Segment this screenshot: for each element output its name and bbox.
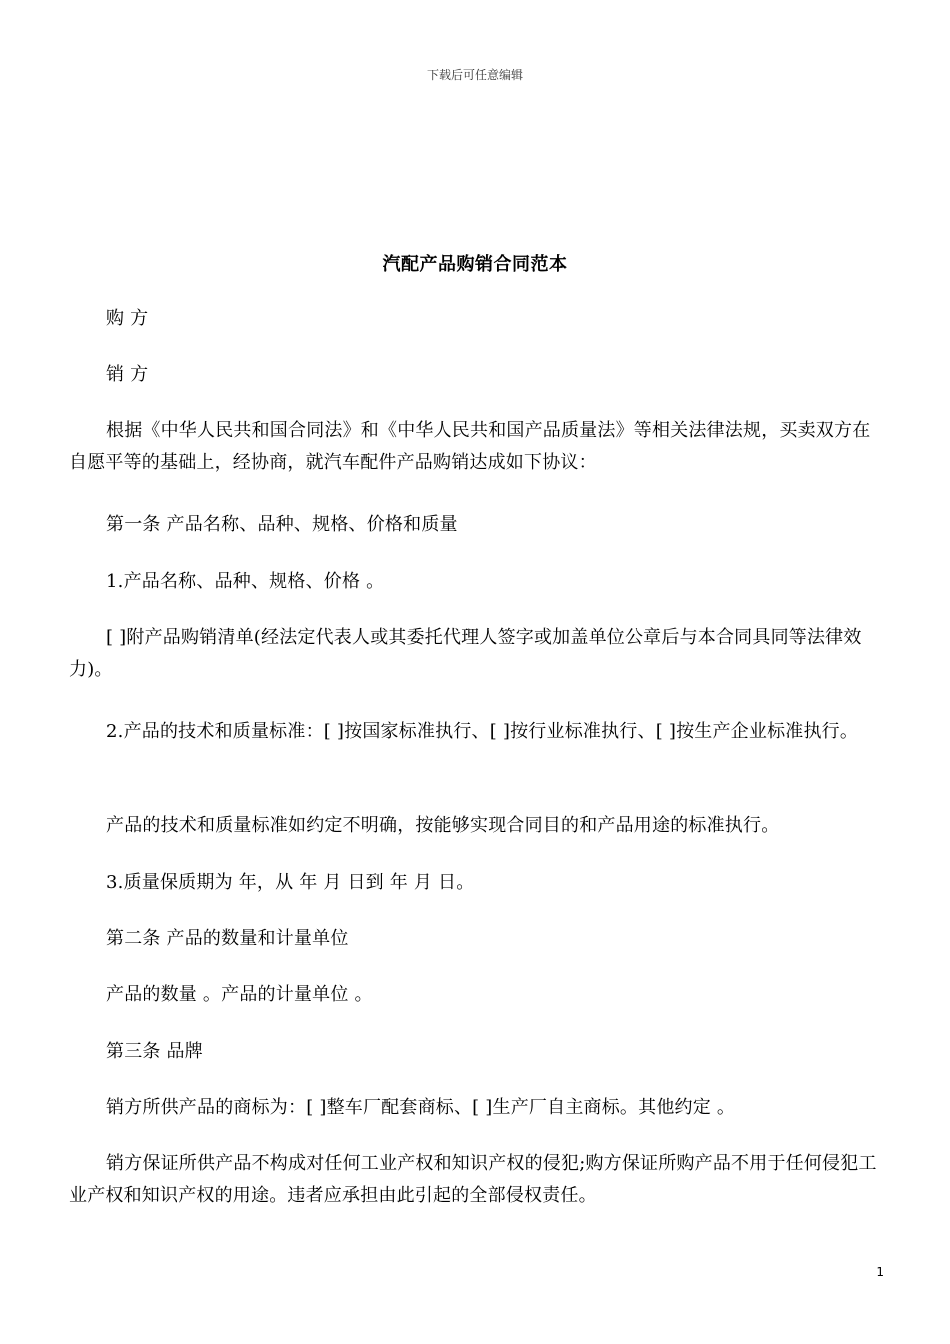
article-2-heading: 第二条 产品的数量和计量单位 (106, 928, 349, 949)
seller-line: 销 方 (106, 364, 149, 385)
clause-1-2-default: 产品的技术和质量标准如约定不明确，按能够实现合同目的和产品用途的标准执行。 (106, 815, 780, 836)
article-1-heading: 第一条 产品名称、品种、规格、价格和质量 (106, 514, 458, 535)
article-3-trademark: 销方所供产品的商标为：[ ]整车厂配套商标、[ ]生产厂自主商标。其他约定 。 (106, 1097, 736, 1118)
article-3-heading: 第三条 品牌 (106, 1041, 203, 1062)
page-number: 1 (876, 1265, 884, 1279)
document-title: 汽配产品购销合同范本 (382, 254, 568, 275)
clause-1-1: 1.产品名称、品种、规格、价格 。 (106, 571, 385, 592)
clause-1-3: 3.质量保质期为 年，从 年 月 日到 年 月 日。 (106, 872, 475, 893)
article-2-body: 产品的数量 。产品的计量单位 。 (106, 984, 373, 1005)
header-note: 下载后可任意编辑 (426, 68, 523, 82)
clause-1-1-attachment: [ ]附产品购销清单(经法定代表人或其委托代理人签字或加盖单位公章后与本合同具同等法律效力)。 (69, 627, 862, 680)
article-3-ip-guarantee: 销方保证所供产品不构成对任何工业产权和知识产权的侵犯;购方保证所购产品不用于任何侵犯工业产权和知识产权的用途。违者应承担由此引起的全部侵权责任。 (69, 1153, 877, 1206)
buyer-line: 购 方 (106, 308, 149, 329)
preamble-paragraph: 根据《中华人民共和国合同法》和《中华人民共和国产品质量法》等相关法律法规，买卖双方在自愿平等的基础上，经协商，就汽车配件产品购销达成如下协议： (69, 420, 871, 473)
clause-1-2: 2.产品的技术和质量标准：[ ]按国家标准执行、[ ]按行业标准执行、[ ]按生产企业标准执行。 (106, 721, 859, 742)
